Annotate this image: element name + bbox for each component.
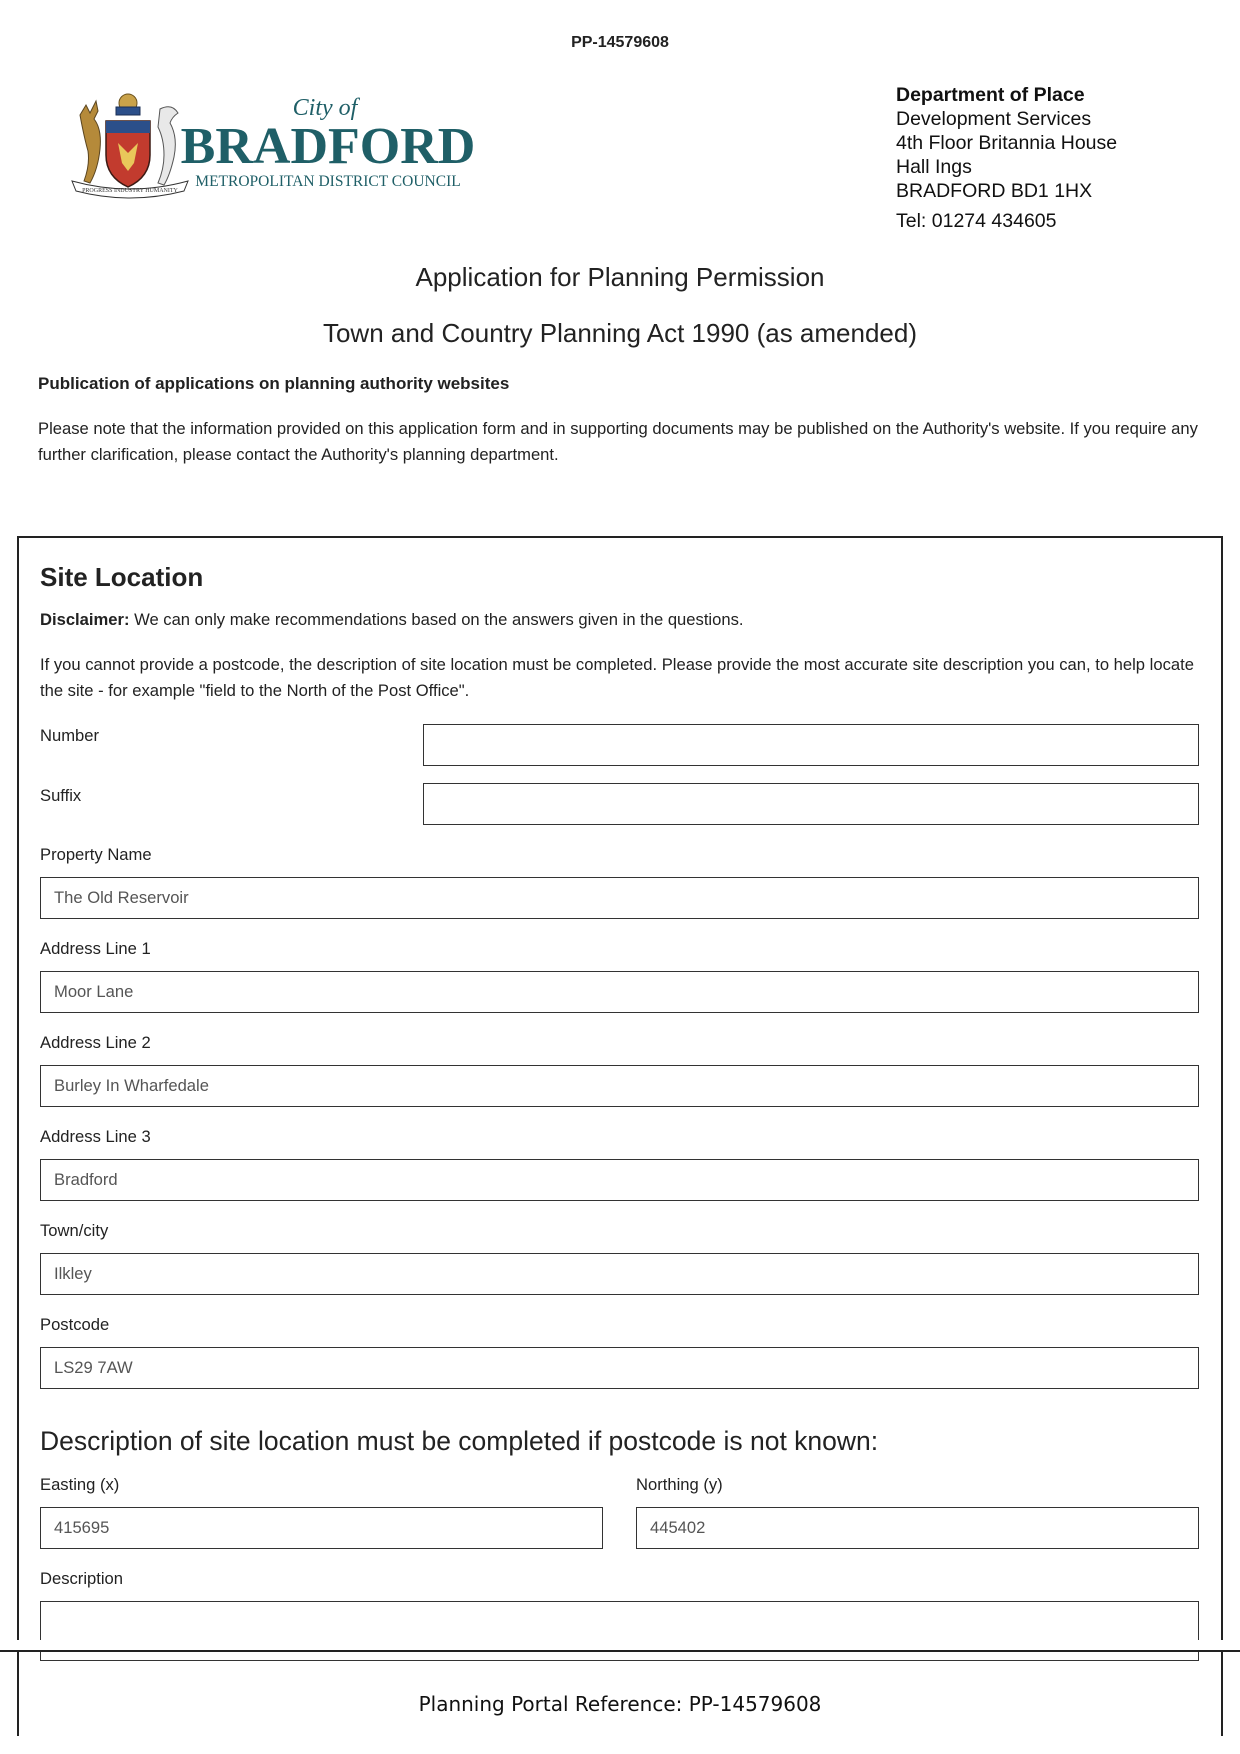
site-location-help: If you cannot provide a postcode, the description of site location must be completed. Please provide the most accurate site description you can, to help locate the site - for example "field to the North of the Post Office". (40, 655, 1194, 700)
disclaimer-label: Disclaimer: (40, 610, 130, 629)
address-line1-label: Address Line 1 (40, 939, 151, 958)
easting-label: Easting (x) (40, 1475, 120, 1494)
publication-heading: Publication of applications on planning authority websites (38, 374, 510, 393)
department-name: Department of Place (896, 84, 1085, 106)
department-service: Development Services (896, 108, 1092, 130)
form-title: Application for Planning Permission (415, 262, 825, 292)
town-city-field[interactable]: Ilkley (40, 1253, 1199, 1295)
postcode-field[interactable]: LS29 7AW (40, 1347, 1199, 1389)
site-location-panel (17, 536, 1223, 1736)
reference-number: PP-14579608 (571, 34, 669, 51)
footer-divider (0, 1650, 1240, 1652)
suffix-field[interactable] (423, 783, 1199, 825)
town-city-label: Town/city (40, 1221, 109, 1240)
suffix-label: Suffix (40, 786, 82, 805)
number-field[interactable] (423, 724, 1199, 766)
address-line1-field[interactable]: Moor Lane (40, 971, 1199, 1013)
description-label: Description (40, 1569, 124, 1588)
logo-motto: PROGRESS INDUSTRY HUMANITY (82, 188, 178, 194)
department-telephone: Tel: 01274 434605 (896, 210, 1057, 232)
department-address-line3: BRADFORD BD1 1HX (896, 180, 1093, 202)
coat-of-arms-icon (70, 85, 490, 205)
footer-reference: Planning Portal Reference: PP-14579608 (418, 1692, 822, 1716)
publication-text: Please note that the information provided on this application form and in supporting documents may be published on the Authority's website. If you require any further clarification, please contact the Authority's planning department. (38, 419, 1198, 464)
easting-field[interactable]: 415695 (40, 1507, 603, 1549)
property-name-label: Property Name (40, 845, 152, 864)
disclaimer (40, 610, 743, 630)
property-name-field[interactable]: The Old Reservoir (40, 877, 1199, 919)
section-title: Site Location (40, 562, 204, 592)
logo-line2: BRADFORD (180, 118, 476, 175)
northing-field[interactable]: 445402 (636, 1507, 1199, 1549)
page-cut (0, 1640, 1240, 1650)
department-address-line1: 4th Floor Britannia House (896, 132, 1118, 154)
address-line2-field[interactable]: Burley In Wharfedale (40, 1065, 1199, 1107)
description-heading: Description of site location must be completed if postcode is not known: (40, 1426, 879, 1456)
form-subtitle: Town and Country Planning Act 1990 (as amended) (322, 318, 918, 348)
number-label: Number (40, 726, 100, 745)
description-field[interactable] (40, 1601, 1199, 1661)
logo-line3: METROPOLITAN DISTRICT COUNCIL (195, 173, 461, 190)
logo-line1: City of (292, 95, 358, 121)
department-address (896, 83, 1117, 233)
address-line3-field[interactable]: Bradford (40, 1159, 1199, 1201)
northing-label: Northing (y) (636, 1475, 723, 1494)
department-address-line2: Hall Ings (896, 156, 972, 178)
address-line3-label: Address Line 3 (40, 1127, 151, 1146)
council-logo (70, 85, 490, 205)
postcode-label: Postcode (40, 1315, 110, 1334)
address-line2-label: Address Line 2 (40, 1033, 151, 1052)
disclaimer-text: We can only make recommendations based on the answers given in the questions. (129, 610, 744, 629)
